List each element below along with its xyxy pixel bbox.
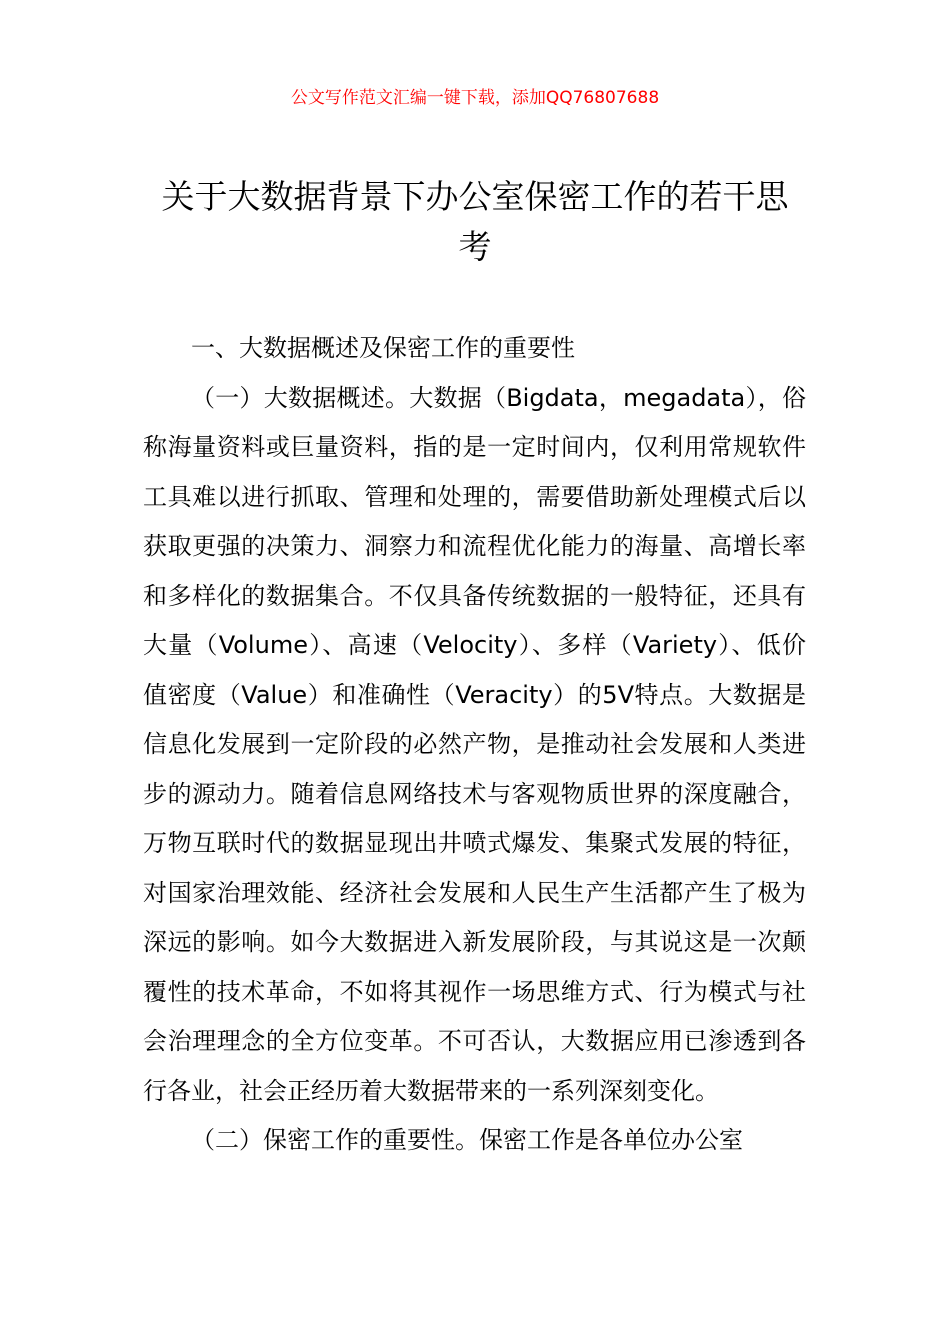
document-body <box>143 324 806 1166</box>
paragraph-confidentiality-importance: （二）保密工作的重要性。保密工作是各单位办公室 <box>191 1126 743 1154</box>
paragraph-big-data-overview: （一）大数据概述。大数据（Bigdata，megadata），俗称海量资料或巨量资料，指的是一定时间内，仅利用常规软件工具难以进行抓取、管理和处理的，需要借助新处理模式后以获取更强的决策力、洞察力和流程优化能力的海量、高增长率和多样化的数据集合。不仅具备传统数据的一般特征，还具有大量（Volume）、高速（Velocity）、多样（Variety）、低价值密度（Value）和准确性（Veracity）的5V特点。大数据是信息化发展到一定阶段的必然产物，是推动社会发展和人类进步的源动力。随着信息网络技术与客观物质世界的深度融合，万物互联时代的数据显现出井喷式爆发、集聚式发展的特征，对国家治理效能、经济社会发展和人民生产生活都产生了极为深远的影响。如今大数据进入新发展阶段，与其说这是一次颠覆性的技术革命，不如将其视作一场思维方式、行为模式与社会治理理念的全方位变革。不可否认，大数据应用已渗透到各行各业，社会正经历着大数据带来的一系列深刻变化。 <box>143 383 806 1105</box>
download-promo-note: 公文写作范文汇编一键下载，添加QQ76807688 <box>290 88 660 108</box>
document-title: 关于大数据背景下办公室保密工作的若干思考 <box>161 177 789 266</box>
section-heading: 一、大数据概述及保密工作的重要性 <box>191 334 575 362</box>
